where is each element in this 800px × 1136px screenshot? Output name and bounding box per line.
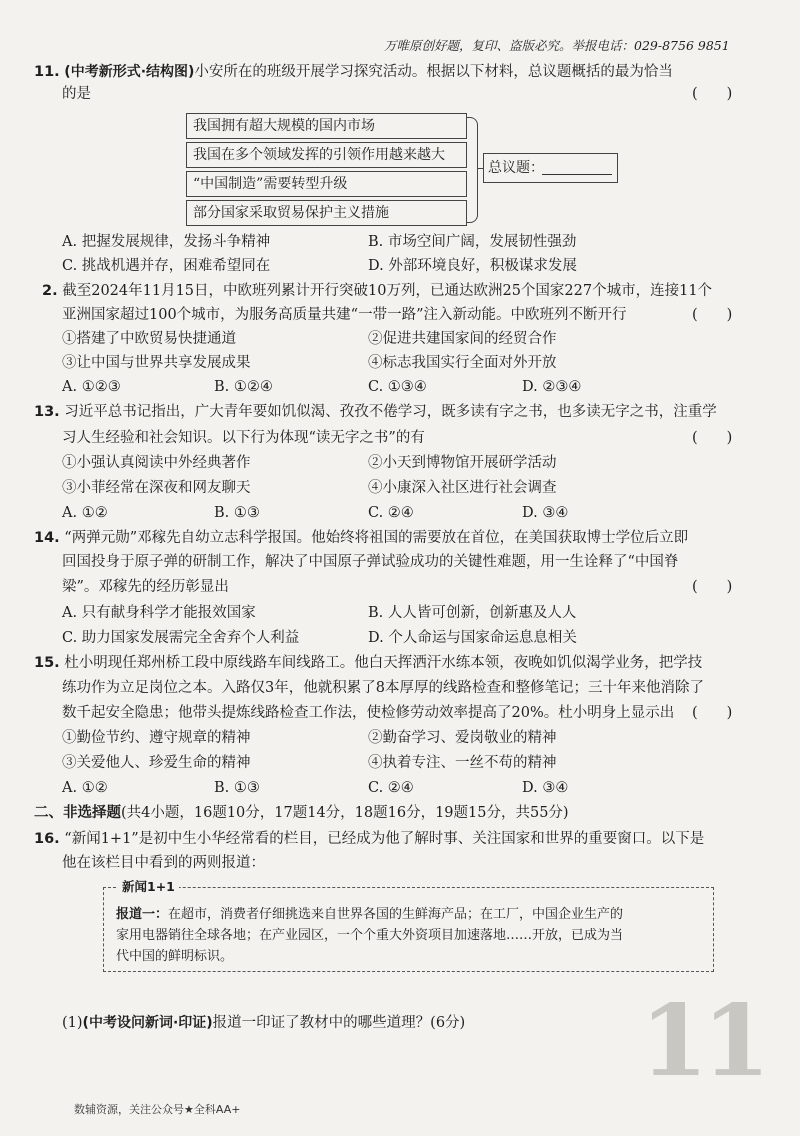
option-c: C. 挑战机遇并存，困难希望同在 (62, 258, 271, 274)
option-c: C. ②④ (368, 780, 414, 796)
option-b: B. 市场空间广阔，发展韧性强劲 (368, 234, 577, 250)
statement-4: ④执着专注、一丝不苟的精神 (368, 755, 557, 771)
question-11-stem-line1 (34, 62, 673, 82)
diagram-box: “中国制造”需要转型升级 (186, 171, 467, 197)
topic-label: 总议题： (488, 160, 544, 176)
news-report-box (103, 879, 714, 972)
diagram-box: 我国在多个领域发挥的引领作用越来越大 (186, 142, 467, 168)
option-a: A. ①②③ (62, 379, 121, 395)
question-14-line1 (34, 528, 688, 548)
question-16-line2: 他在该栏目中看到的两则报道： (62, 855, 265, 871)
question-15-line3: 数千起安全隐患；他带头提炼线路检查工作法，使检修劳动效率提高了20%。杜小明身上显示出 (62, 705, 675, 721)
statement-4: ④标志我国实行全面对外开放 (368, 355, 557, 371)
statement-2: ②小天到博物馆开展研学活动 (368, 455, 557, 471)
question-11-stem-line2: 的是 (62, 86, 91, 102)
statement-3: ③关爱他人、珍爱生命的精神 (62, 755, 251, 771)
option-d: D. ②③④ (522, 379, 582, 395)
option-d: D. ③④ (522, 780, 569, 796)
option-d: D. 个人命运与国家命运息息相关 (368, 630, 577, 646)
option-a: A. ①② (62, 780, 108, 796)
topic-blank (542, 174, 612, 175)
diagram-box: 我国拥有超大规模的国内市场 (186, 113, 467, 139)
statement-3: ③小菲经常在深夜和网友聊天 (62, 480, 251, 496)
option-d: D. ③④ (522, 505, 569, 521)
question-14-line2: 回国投身于原子弹的研制工作，解决了中国原子弹试验成功的关键性难题，用一生诠释了“中国脊 (62, 554, 679, 570)
question-12-line2: 亚洲国家超过100个城市，为服务高质量共建“一带一路”注入新动能。中欧班列不断开行 (62, 307, 627, 323)
option-c: C. ①③④ (368, 379, 427, 395)
question-number: 13. (34, 404, 60, 420)
option-a: A. 把握发展规律，发扬斗争精神 (62, 234, 271, 250)
news-box-title: 新闻1+1 (118, 878, 179, 896)
report-label: 报道一： (116, 907, 169, 922)
question-number: 14. (34, 530, 60, 546)
question-12-line1 (42, 281, 712, 301)
report-line3: 代中国的鲜明标识。 (116, 949, 234, 964)
option-b: B. ①③ (214, 505, 260, 521)
option-b: B. ①②④ (214, 379, 273, 395)
subquestion-text: 报道一印证了教材中的哪些道理？(6分) (212, 1015, 466, 1031)
question-14-line3: 梁”。邓稼先的经历彰显出 (62, 579, 229, 595)
statement-3: ③让中国与世界共享发展成果 (62, 355, 251, 371)
question-number: 11. (34, 64, 60, 80)
statement-1: ①勤俭节约、遵守规章的精神 (62, 730, 251, 746)
statement-4: ④小康深入社区进行社会调查 (368, 480, 557, 496)
question-stem: 习近平总书记指出，广大青年要如饥似渴、孜孜不倦学习，既多读有字之书，也多读无字之书，注重学 (64, 404, 717, 420)
statement-2: ②勤奋学习、爱岗敬业的精神 (368, 730, 557, 746)
report-line1 (116, 905, 623, 925)
statement-2: ②促进共建国家间的经贸合作 (368, 331, 557, 347)
question-number: 2. (42, 283, 58, 299)
diagram-box: 部分国家采取贸易保护主义措施 (186, 200, 467, 226)
footer-text: 数辅资源，关注公众号★全科AA+ (74, 1103, 241, 1116)
option-a: A. 只有献身科学才能报效国家 (62, 605, 256, 621)
question-number: 15. (34, 655, 60, 671)
answer-paren: ( ) (692, 307, 733, 323)
section-heading (34, 803, 569, 823)
answer-paren: ( ) (692, 705, 733, 721)
report-line2: 家用电器销往全球各地；在产业园区，一个个重大外资项目加速落地……开放，已成为当 (116, 928, 624, 943)
option-a: A. ①② (62, 505, 108, 521)
option-b: B. 人人皆可创新，创新惠及人人 (368, 605, 577, 621)
question-16-line1 (34, 829, 704, 849)
question-stem: 截至2024年11月15日，中欧班列累计开行突破10万列，已通达欧洲25个国家227个城市，连接11个 (62, 283, 713, 299)
statement-1: ①小强认真阅读中外经典著作 (62, 455, 251, 471)
subquestion-1 (62, 1013, 465, 1033)
question-15-line1 (34, 653, 702, 673)
section-title: 二、非选择题 (34, 805, 121, 821)
answer-paren: ( ) (692, 579, 733, 595)
question-stem: “新闻1+1”是初中生小华经常看的栏目，已经成为他了解时事、关注国家和世界的重要窗口。以下是 (64, 831, 705, 847)
question-stem: “两弹元勋”邓稼先自幼立志科学报国。他始终将祖国的需要放在首位，在美国获取博士学位后立即 (64, 530, 689, 546)
subquestion-tag: (中考设问新词·印证) (82, 1015, 213, 1031)
question-13-line1 (34, 402, 717, 422)
section-detail: (共4小题，16题10分，17题14分，18题16分，19题15分，共55分) (121, 805, 569, 821)
subquestion-number: (1) (62, 1015, 83, 1031)
question-number: 16. (34, 831, 60, 847)
question-15-line2: 练功作为立足岗位之本。入路仅3年，他就积累了8本厚厚的线路检查和整修笔记；三十年来他消除了 (62, 680, 704, 696)
diagram-brace (467, 117, 478, 223)
option-b: B. ①③ (214, 780, 260, 796)
question-stem: 杜小明现任郑州桥工段中原线路车间线路工。他白天挥洒汗水练本领，夜晚如饥似渴学业务，把学技 (64, 655, 703, 671)
report-text: 在超市，消费者仔细挑选来自世界各国的生鲜海产品；在工厂，中国企业生产的 (168, 907, 624, 922)
page-number: 11 (640, 984, 765, 1099)
answer-paren: ( ) (692, 430, 733, 446)
question-13-line2: 习人生经验和社会知识。以下行为体现“读无字之书”的有 (62, 430, 425, 446)
statement-1: ①搭建了中欧贸易快捷通道 (62, 331, 236, 347)
topic-box (483, 153, 618, 183)
option-c: C. ②④ (368, 505, 414, 521)
answer-paren: ( ) (692, 86, 733, 102)
question-tag: (中考新形式·结构图) (64, 64, 195, 80)
option-d: D. 外部环境良好，积极谋求发展 (368, 258, 577, 274)
option-c: C. 助力国家发展需完全舍弃个人利益 (62, 630, 300, 646)
question-stem: 小安所在的班级开展学习探究活动。根据以下材料，总议题概括的最为恰当 (194, 64, 673, 80)
copyright-notice: 万唯原创好题，复印、盗版必究。举报电话：029-8756 9851 (384, 38, 730, 53)
